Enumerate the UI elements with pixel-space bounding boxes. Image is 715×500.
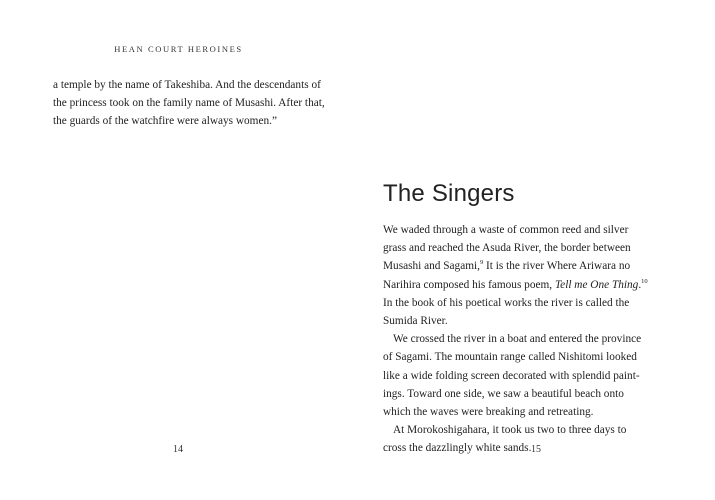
text-line: like a wide folding screen decorated with splendid paint-	[383, 369, 640, 382]
text-line: a temple by the name of Takeshiba. And the descendants of	[53, 79, 321, 91]
running-head: HEAN COURT HEROINES	[114, 44, 243, 54]
text-line: Sumida River.	[383, 315, 448, 328]
text-line	[383, 257, 648, 275]
text-line: grass and reached the Asuda River, the border between	[383, 242, 631, 255]
text-line	[383, 276, 648, 294]
chapter-title: The Singers	[383, 180, 515, 207]
right-page-text	[383, 221, 648, 458]
text-line: cross the dazzlingly white sands.	[383, 442, 532, 455]
footnote-marker: 10	[641, 277, 648, 285]
text-line: the guards of the watchfire were always women.”	[53, 115, 277, 128]
text-segment: Musashi and Sagami,	[383, 260, 480, 273]
text-line: which the waves were breaking and retreating.	[383, 406, 594, 419]
text-line: In the book of his poetical works the river is called the	[383, 296, 630, 309]
page-number: 15	[531, 444, 541, 455]
poem-title: Tell me One Thing	[554, 278, 639, 291]
page-number: 14	[173, 444, 183, 455]
text-segment: .	[638, 278, 642, 291]
text-line: At Morokoshigahara, it took us two to three days to	[393, 424, 627, 437]
text-line: of Sagami. The mountain range called Nishitomi looked	[383, 351, 637, 364]
text-line: the princess took on the family name of Musashi. After that,	[53, 97, 325, 110]
text-line: ings. Toward one side, we saw a beautiful beach onto	[383, 387, 624, 400]
text-segment: Narihira composed his famous poem,	[383, 278, 555, 291]
right-page	[357, 0, 714, 500]
text-segment: It is the river Where Ariwara no	[483, 260, 631, 273]
text-line: We crossed the river in a boat and entered the province	[393, 333, 642, 346]
left-page	[0, 0, 357, 500]
text-line: We waded through a waste of common reed and silver	[383, 224, 629, 236]
left-page-text	[53, 76, 325, 131]
footnote-marker: 9	[479, 259, 484, 267]
